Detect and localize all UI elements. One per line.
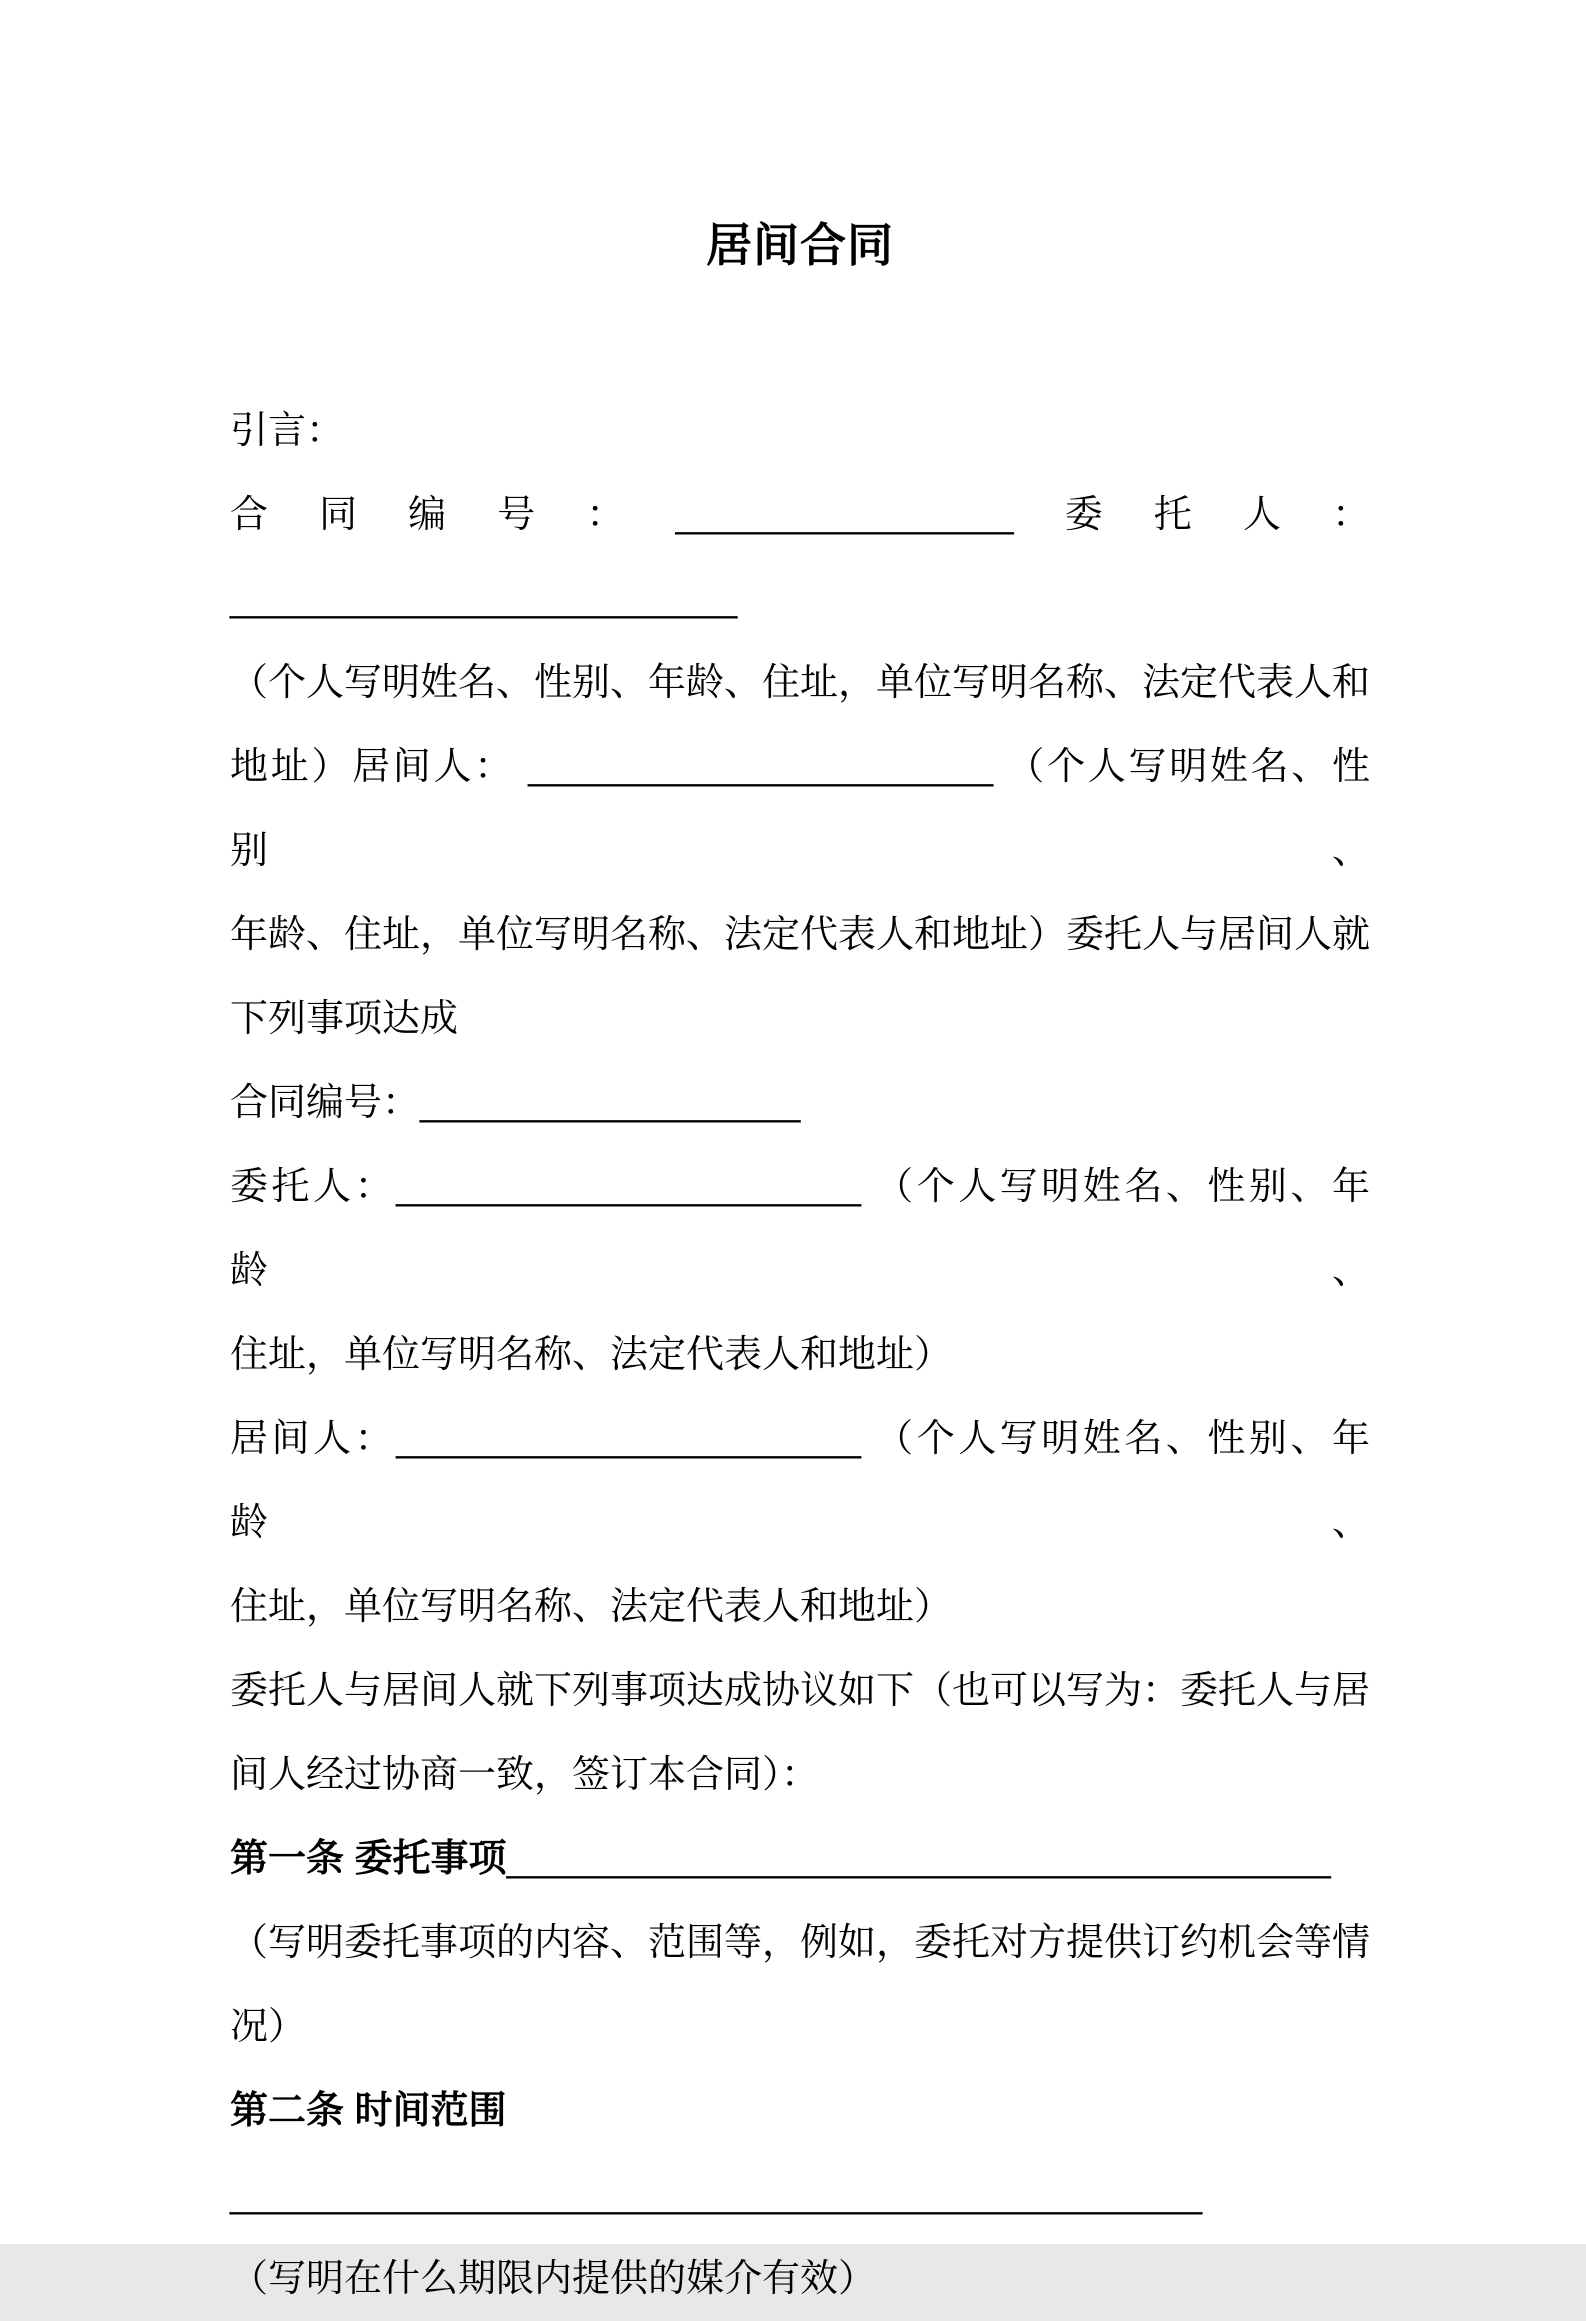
contract-number-blank-2: __________________ (420, 1082, 801, 1124)
document-title: 居间合同 (706, 219, 894, 271)
line-article-1-entrusted-matters (230, 1817, 1370, 1901)
entrusted-matters-blank: _______________________________________ (506, 1838, 1331, 1880)
line-entrusted-matters-note-1: （写明委托事项的内容、范围等，例如，委托对方提供订约机会等情 (230, 1922, 1371, 1964)
intermediary-details-note-start: （个人写明姓名、性别、年龄、 (230, 1418, 1370, 1544)
line-time-range-note: （写明在什么期限内提供的媒介有效） (230, 2258, 877, 2300)
intermediary-name-blank: ______________________ (528, 746, 994, 788)
intermediary-label: 地址）居间人： (230, 746, 529, 788)
line-intro: 引言： (230, 410, 345, 452)
line-agreement-clause-1: 委托人与居间人就下列事项达成协议如下（也可以写为：委托人与居 (230, 1670, 1371, 1712)
contract-number-label-2: 合同编号： (230, 1082, 421, 1124)
intermediary-name-blank-2: ______________________ (396, 1418, 862, 1460)
line-contract-number-and-client (230, 473, 1370, 641)
line-intermediary-details-note-end: 住址，单位写明名称、法定代表人和地址） (230, 1586, 953, 1628)
line-intermediary-field (230, 725, 1370, 893)
line-contract-number-2 (230, 1061, 1370, 1145)
time-range-blank: ______________________________________________ (230, 2174, 1203, 2216)
document-body (230, 389, 1370, 2321)
line-party-details-note-2: 年龄、住址，单位写明名称、法定代表人和地址）委托人与居间人就 (230, 914, 1371, 956)
line-agreement-clause-2: 间人经过协商一致，签订本合同）： (230, 1754, 820, 1796)
client-label-2: 委托人： (230, 1166, 397, 1208)
client-details-note-start: （个人写明姓名、性别、年龄、 (230, 1166, 1370, 1292)
contract-number-label: 合同编号： (230, 494, 676, 536)
article-1-heading: 第一条 委托事项 (230, 1838, 507, 1880)
intermediary-label-2: 居间人： (230, 1418, 397, 1460)
line-agreement-reached: 下列事项达成 (230, 998, 459, 1040)
client-name-blank-2: ______________________ (396, 1166, 862, 1208)
line-entrusted-matters-note-2: 况） (230, 2006, 307, 2048)
client-name-blank: ________________________ (230, 578, 738, 620)
contract-number-blank: ________________ (675, 494, 1014, 536)
article-2-heading: 第二条 时间范围 (230, 2090, 507, 2132)
line-party-details-note-1: （个人写明姓名、性别、年龄、住址，单位写明名称、法定代表人和 (230, 662, 1371, 704)
line-client-details-note-end: 住址，单位写明名称、法定代表人和地址） (230, 1334, 953, 1376)
party-details-note-start: （个人写明姓名、性别、 (230, 746, 1370, 872)
line-client-field (230, 1145, 1370, 1313)
line-intermediary-field-2 (230, 1397, 1370, 1565)
client-label: 委托人： (1013, 494, 1370, 536)
